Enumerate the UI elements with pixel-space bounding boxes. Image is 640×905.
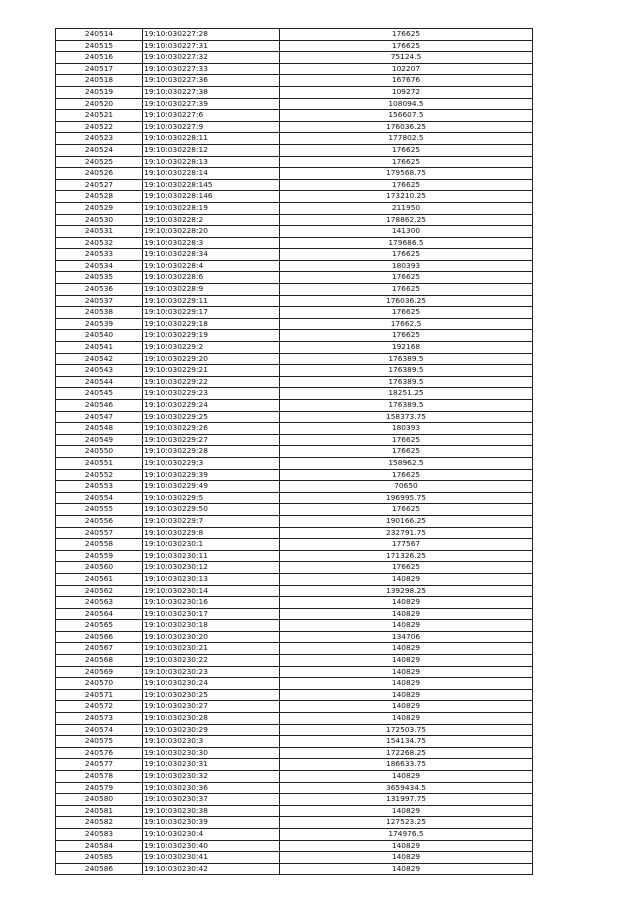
cadastral-number-cell: 19:10:030228:9 <box>143 284 280 296</box>
table-row <box>56 736 533 748</box>
cadastral-number-cell: 19:10:030229:5 <box>143 492 280 504</box>
value-cell: 176625 <box>280 249 533 261</box>
value-cell: 232791.75 <box>280 527 533 539</box>
row-id-cell: 240562 <box>56 585 143 597</box>
row-id-cell: 240522 <box>56 121 143 133</box>
table-row <box>56 515 533 527</box>
value-cell: 211950 <box>280 202 533 214</box>
value-cell: 140829 <box>280 713 533 725</box>
table-row <box>56 747 533 759</box>
table-row <box>56 168 533 180</box>
cadastral-number-cell: 19:10:030229:27 <box>143 434 280 446</box>
table-row <box>56 643 533 655</box>
value-cell: 140829 <box>280 655 533 667</box>
row-id-cell: 240526 <box>56 168 143 180</box>
table-row <box>56 400 533 412</box>
table-row <box>56 98 533 110</box>
cadastral-number-cell: 19:10:030229:49 <box>143 481 280 493</box>
cadastral-number-cell: 19:10:030228:146 <box>143 191 280 203</box>
row-id-cell: 240580 <box>56 794 143 806</box>
value-cell: 196995.75 <box>280 492 533 504</box>
row-id-cell: 240527 <box>56 179 143 191</box>
row-id-cell: 240515 <box>56 40 143 52</box>
value-cell: 176625 <box>280 434 533 446</box>
value-cell: 174976.5 <box>280 828 533 840</box>
cadastral-number-cell: 19:10:030228:12 <box>143 144 280 156</box>
table-row <box>56 863 533 875</box>
value-cell: 158373.75 <box>280 411 533 423</box>
value-cell: 173210.25 <box>280 191 533 203</box>
cadastral-number-cell: 19:10:030227:6 <box>143 110 280 122</box>
row-id-cell: 240560 <box>56 562 143 574</box>
table-row <box>56 214 533 226</box>
value-cell: 176625 <box>280 29 533 41</box>
table-row <box>56 457 533 469</box>
cadastral-number-cell: 19:10:030230:22 <box>143 655 280 667</box>
row-id-cell: 240586 <box>56 863 143 875</box>
table-row <box>56 852 533 864</box>
row-id-cell: 240543 <box>56 365 143 377</box>
value-cell: 141300 <box>280 226 533 238</box>
cadastral-number-cell: 19:10:030230:38 <box>143 805 280 817</box>
cadastral-number-cell: 19:10:030229:50 <box>143 504 280 516</box>
cadastral-number-cell: 19:10:030229:39 <box>143 469 280 481</box>
row-id-cell: 240565 <box>56 620 143 632</box>
row-id-cell: 240547 <box>56 411 143 423</box>
row-id-cell: 240555 <box>56 504 143 516</box>
row-id-cell: 240534 <box>56 260 143 272</box>
value-cell: 167676 <box>280 75 533 87</box>
value-cell: 176389.5 <box>280 376 533 388</box>
table-row <box>56 782 533 794</box>
table-row <box>56 133 533 145</box>
table-row <box>56 376 533 388</box>
value-cell: 179686.5 <box>280 237 533 249</box>
table-row <box>56 29 533 41</box>
row-id-cell: 240554 <box>56 492 143 504</box>
value-cell: 190166.25 <box>280 515 533 527</box>
row-id-cell: 240568 <box>56 655 143 667</box>
cadastral-number-cell: 19:10:030230:30 <box>143 747 280 759</box>
row-id-cell: 240583 <box>56 828 143 840</box>
value-cell: 176625 <box>280 179 533 191</box>
data-table <box>55 28 533 875</box>
table-row <box>56 550 533 562</box>
cadastral-number-cell: 19:10:030230:16 <box>143 597 280 609</box>
row-id-cell: 240558 <box>56 539 143 551</box>
row-id-cell: 240535 <box>56 272 143 284</box>
row-id-cell: 240514 <box>56 29 143 41</box>
value-cell: 131997.75 <box>280 794 533 806</box>
cadastral-number-cell: 19:10:030230:20 <box>143 631 280 643</box>
row-id-cell: 240557 <box>56 527 143 539</box>
value-cell: 158962.5 <box>280 457 533 469</box>
table-row <box>56 504 533 516</box>
cadastral-number-cell: 19:10:030230:27 <box>143 701 280 713</box>
cadastral-number-cell: 19:10:030230:41 <box>143 852 280 864</box>
row-id-cell: 240570 <box>56 678 143 690</box>
cadastral-number-cell: 19:10:030230:21 <box>143 643 280 655</box>
row-id-cell: 240556 <box>56 515 143 527</box>
table-row <box>56 759 533 771</box>
cadastral-number-cell: 19:10:030227:38 <box>143 86 280 98</box>
value-cell: 75124.5 <box>280 52 533 64</box>
table-row <box>56 226 533 238</box>
cadastral-number-cell: 19:10:030230:1 <box>143 539 280 551</box>
value-cell: 176625 <box>280 144 533 156</box>
table-row <box>56 121 533 133</box>
table-row <box>56 237 533 249</box>
table-row <box>56 481 533 493</box>
row-id-cell: 240548 <box>56 423 143 435</box>
cadastral-number-cell: 19:10:030228:2 <box>143 214 280 226</box>
table-row <box>56 713 533 725</box>
table-row <box>56 284 533 296</box>
row-id-cell: 240566 <box>56 631 143 643</box>
row-id-cell: 240575 <box>56 736 143 748</box>
table-row <box>56 527 533 539</box>
row-id-cell: 240579 <box>56 782 143 794</box>
value-cell: 179568.75 <box>280 168 533 180</box>
value-cell: 140829 <box>280 805 533 817</box>
cadastral-number-cell: 19:10:030230:18 <box>143 620 280 632</box>
cadastral-number-cell: 19:10:030227:31 <box>143 40 280 52</box>
value-cell: 140829 <box>280 666 533 678</box>
cadastral-number-cell: 19:10:030230:13 <box>143 573 280 585</box>
table-row <box>56 655 533 667</box>
table-row <box>56 63 533 75</box>
row-id-cell: 240573 <box>56 713 143 725</box>
cadastral-number-cell: 19:10:030229:7 <box>143 515 280 527</box>
row-id-cell: 240530 <box>56 214 143 226</box>
row-id-cell: 240538 <box>56 307 143 319</box>
row-id-cell: 240585 <box>56 852 143 864</box>
table-row <box>56 597 533 609</box>
value-cell: 140829 <box>280 573 533 585</box>
table-row <box>56 434 533 446</box>
row-id-cell: 240524 <box>56 144 143 156</box>
table-row <box>56 249 533 261</box>
table-row <box>56 353 533 365</box>
table-row <box>56 342 533 354</box>
cadastral-number-cell: 19:10:030228:145 <box>143 179 280 191</box>
value-cell: 176625 <box>280 330 533 342</box>
table-row <box>56 144 533 156</box>
value-cell: 108094.5 <box>280 98 533 110</box>
table-row <box>56 678 533 690</box>
value-cell: 192168 <box>280 342 533 354</box>
row-id-cell: 240549 <box>56 434 143 446</box>
cadastral-number-cell: 19:10:030228:20 <box>143 226 280 238</box>
row-id-cell: 240545 <box>56 388 143 400</box>
row-id-cell: 240531 <box>56 226 143 238</box>
row-id-cell: 240569 <box>56 666 143 678</box>
cadastral-number-cell: 19:10:030230:31 <box>143 759 280 771</box>
cadastral-number-cell: 19:10:030229:26 <box>143 423 280 435</box>
cadastral-number-cell: 19:10:030230:12 <box>143 562 280 574</box>
cadastral-number-cell: 19:10:030229:24 <box>143 400 280 412</box>
table-row <box>56 794 533 806</box>
value-cell: 176625 <box>280 562 533 574</box>
cadastral-number-cell: 19:10:030230:25 <box>143 689 280 701</box>
table-row <box>56 469 533 481</box>
row-id-cell: 240540 <box>56 330 143 342</box>
value-cell: 140829 <box>280 643 533 655</box>
table-row <box>56 86 533 98</box>
value-cell: 140829 <box>280 689 533 701</box>
cadastral-number-cell: 19:10:030229:28 <box>143 446 280 458</box>
value-cell: 156607.5 <box>280 110 533 122</box>
row-id-cell: 240552 <box>56 469 143 481</box>
value-cell: 176625 <box>280 504 533 516</box>
value-cell: 177567 <box>280 539 533 551</box>
value-cell: 140829 <box>280 620 533 632</box>
cadastral-number-cell: 19:10:030229:25 <box>143 411 280 423</box>
table-row <box>56 191 533 203</box>
table-row <box>56 585 533 597</box>
row-id-cell: 240563 <box>56 597 143 609</box>
row-id-cell: 240537 <box>56 295 143 307</box>
value-cell: 172503.75 <box>280 724 533 736</box>
value-cell: 70650 <box>280 481 533 493</box>
cadastral-number-cell: 19:10:030230:36 <box>143 782 280 794</box>
row-id-cell: 240576 <box>56 747 143 759</box>
value-cell: 140829 <box>280 678 533 690</box>
table-row <box>56 307 533 319</box>
value-cell: 176625 <box>280 307 533 319</box>
table-row <box>56 202 533 214</box>
cadastral-number-cell: 19:10:030229:8 <box>143 527 280 539</box>
cadastral-number-cell: 19:10:030229:11 <box>143 295 280 307</box>
row-id-cell: 240561 <box>56 573 143 585</box>
table-row <box>56 724 533 736</box>
value-cell: 140829 <box>280 608 533 620</box>
cadastral-number-cell: 19:10:030229:21 <box>143 365 280 377</box>
table-row <box>56 620 533 632</box>
table-row <box>56 805 533 817</box>
row-id-cell: 240519 <box>56 86 143 98</box>
value-cell: 180393 <box>280 260 533 272</box>
cadastral-number-cell: 19:10:030227:39 <box>143 98 280 110</box>
cadastral-number-cell: 19:10:030228:19 <box>143 202 280 214</box>
cadastral-number-cell: 19:10:030227:28 <box>143 29 280 41</box>
table-row <box>56 40 533 52</box>
row-id-cell: 240567 <box>56 643 143 655</box>
row-id-cell: 240572 <box>56 701 143 713</box>
cadastral-number-cell: 19:10:030229:20 <box>143 353 280 365</box>
cadastral-number-cell: 19:10:030228:4 <box>143 260 280 272</box>
row-id-cell: 240581 <box>56 805 143 817</box>
row-id-cell: 240525 <box>56 156 143 168</box>
row-id-cell: 240574 <box>56 724 143 736</box>
value-cell: 176625 <box>280 156 533 168</box>
row-id-cell: 240577 <box>56 759 143 771</box>
table-row <box>56 272 533 284</box>
value-cell: 154134.75 <box>280 736 533 748</box>
value-cell: 180393 <box>280 423 533 435</box>
cadastral-number-cell: 19:10:030230:23 <box>143 666 280 678</box>
table-row <box>56 828 533 840</box>
row-id-cell: 240523 <box>56 133 143 145</box>
table-row <box>56 492 533 504</box>
row-id-cell: 240571 <box>56 689 143 701</box>
cadastral-number-cell: 19:10:030230:39 <box>143 817 280 829</box>
value-cell: 172268.25 <box>280 747 533 759</box>
cadastral-number-cell: 19:10:030228:14 <box>143 168 280 180</box>
row-id-cell: 240559 <box>56 550 143 562</box>
table-row <box>56 110 533 122</box>
cadastral-number-cell: 19:10:030229:23 <box>143 388 280 400</box>
value-cell: 140829 <box>280 863 533 875</box>
table-row <box>56 75 533 87</box>
table-body <box>56 29 533 875</box>
row-id-cell: 240546 <box>56 400 143 412</box>
value-cell: 140829 <box>280 852 533 864</box>
cadastral-number-cell: 19:10:030229:17 <box>143 307 280 319</box>
table-row <box>56 608 533 620</box>
value-cell: 140829 <box>280 597 533 609</box>
cadastral-number-cell: 19:10:030230:17 <box>143 608 280 620</box>
cadastral-number-cell: 19:10:030230:29 <box>143 724 280 736</box>
cadastral-number-cell: 19:10:030230:24 <box>143 678 280 690</box>
row-id-cell: 240582 <box>56 817 143 829</box>
value-cell: 109272 <box>280 86 533 98</box>
value-cell: 139298.25 <box>280 585 533 597</box>
value-cell: 140829 <box>280 771 533 783</box>
row-id-cell: 240529 <box>56 202 143 214</box>
value-cell: 186633.75 <box>280 759 533 771</box>
cadastral-number-cell: 19:10:030227:36 <box>143 75 280 87</box>
cadastral-number-cell: 19:10:030228:13 <box>143 156 280 168</box>
row-id-cell: 240520 <box>56 98 143 110</box>
value-cell: 176625 <box>280 469 533 481</box>
value-cell: 176389.5 <box>280 400 533 412</box>
cadastral-number-cell: 19:10:030229:19 <box>143 330 280 342</box>
cadastral-number-cell: 19:10:030228:3 <box>143 237 280 249</box>
value-cell: 178862.25 <box>280 214 533 226</box>
row-id-cell: 240517 <box>56 63 143 75</box>
row-id-cell: 240578 <box>56 771 143 783</box>
cadastral-number-cell: 19:10:030230:42 <box>143 863 280 875</box>
cadastral-number-cell: 19:10:030230:11 <box>143 550 280 562</box>
table-row <box>56 52 533 64</box>
row-id-cell: 240536 <box>56 284 143 296</box>
value-cell: 134706 <box>280 631 533 643</box>
table-row <box>56 689 533 701</box>
value-cell: 140829 <box>280 701 533 713</box>
cadastral-number-cell: 19:10:030229:3 <box>143 457 280 469</box>
cadastral-number-cell: 19:10:030229:2 <box>143 342 280 354</box>
table-row <box>56 388 533 400</box>
cadastral-number-cell: 19:10:030230:37 <box>143 794 280 806</box>
table-row <box>56 330 533 342</box>
value-cell: 176036.25 <box>280 121 533 133</box>
table-row <box>56 295 533 307</box>
value-cell: 176625 <box>280 40 533 52</box>
cadastral-number-cell: 19:10:030228:34 <box>143 249 280 261</box>
table-row <box>56 156 533 168</box>
row-id-cell: 240542 <box>56 353 143 365</box>
value-cell: 102207 <box>280 63 533 75</box>
table-row <box>56 260 533 272</box>
value-cell: 3659434.5 <box>280 782 533 794</box>
row-id-cell: 240532 <box>56 237 143 249</box>
table-row <box>56 411 533 423</box>
row-id-cell: 240550 <box>56 446 143 458</box>
value-cell: 176625 <box>280 284 533 296</box>
value-cell: 176625 <box>280 272 533 284</box>
cadastral-number-cell: 19:10:030230:32 <box>143 771 280 783</box>
value-cell: 176625 <box>280 446 533 458</box>
cadastral-number-cell: 19:10:030228:6 <box>143 272 280 284</box>
value-cell: 18251.25 <box>280 388 533 400</box>
cadastral-number-cell: 19:10:030227:9 <box>143 121 280 133</box>
row-id-cell: 240518 <box>56 75 143 87</box>
table-row <box>56 840 533 852</box>
value-cell: 140829 <box>280 840 533 852</box>
cadastral-number-cell: 19:10:030227:33 <box>143 63 280 75</box>
cadastral-number-cell: 19:10:030230:3 <box>143 736 280 748</box>
table-row <box>56 666 533 678</box>
cadastral-number-cell: 19:10:030230:4 <box>143 828 280 840</box>
table-row <box>56 631 533 643</box>
table-row <box>56 179 533 191</box>
table-row <box>56 423 533 435</box>
table-row <box>56 318 533 330</box>
value-cell: 176389.5 <box>280 353 533 365</box>
table-row <box>56 539 533 551</box>
value-cell: 176036.25 <box>280 295 533 307</box>
value-cell: 127523.25 <box>280 817 533 829</box>
table-row <box>56 573 533 585</box>
cadastral-number-cell: 19:10:030228:11 <box>143 133 280 145</box>
table-row <box>56 771 533 783</box>
row-id-cell: 240521 <box>56 110 143 122</box>
row-id-cell: 240528 <box>56 191 143 203</box>
row-id-cell: 240533 <box>56 249 143 261</box>
row-id-cell: 240564 <box>56 608 143 620</box>
value-cell: 177802.5 <box>280 133 533 145</box>
table-row <box>56 446 533 458</box>
cadastral-number-cell: 19:10:030230:14 <box>143 585 280 597</box>
cadastral-number-cell: 19:10:030230:40 <box>143 840 280 852</box>
row-id-cell: 240584 <box>56 840 143 852</box>
row-id-cell: 240544 <box>56 376 143 388</box>
table-row <box>56 365 533 377</box>
row-id-cell: 240541 <box>56 342 143 354</box>
cadastral-number-cell: 19:10:030229:22 <box>143 376 280 388</box>
row-id-cell: 240539 <box>56 318 143 330</box>
table-row <box>56 562 533 574</box>
cadastral-number-cell: 19:10:030229:18 <box>143 318 280 330</box>
value-cell: 17662.5 <box>280 318 533 330</box>
cadastral-number-cell: 19:10:030230:28 <box>143 713 280 725</box>
cadastral-number-cell: 19:10:030227:32 <box>143 52 280 64</box>
row-id-cell: 240553 <box>56 481 143 493</box>
value-cell: 176389.5 <box>280 365 533 377</box>
table-row <box>56 817 533 829</box>
row-id-cell: 240516 <box>56 52 143 64</box>
value-cell: 171326.25 <box>280 550 533 562</box>
row-id-cell: 240551 <box>56 457 143 469</box>
table-row <box>56 701 533 713</box>
